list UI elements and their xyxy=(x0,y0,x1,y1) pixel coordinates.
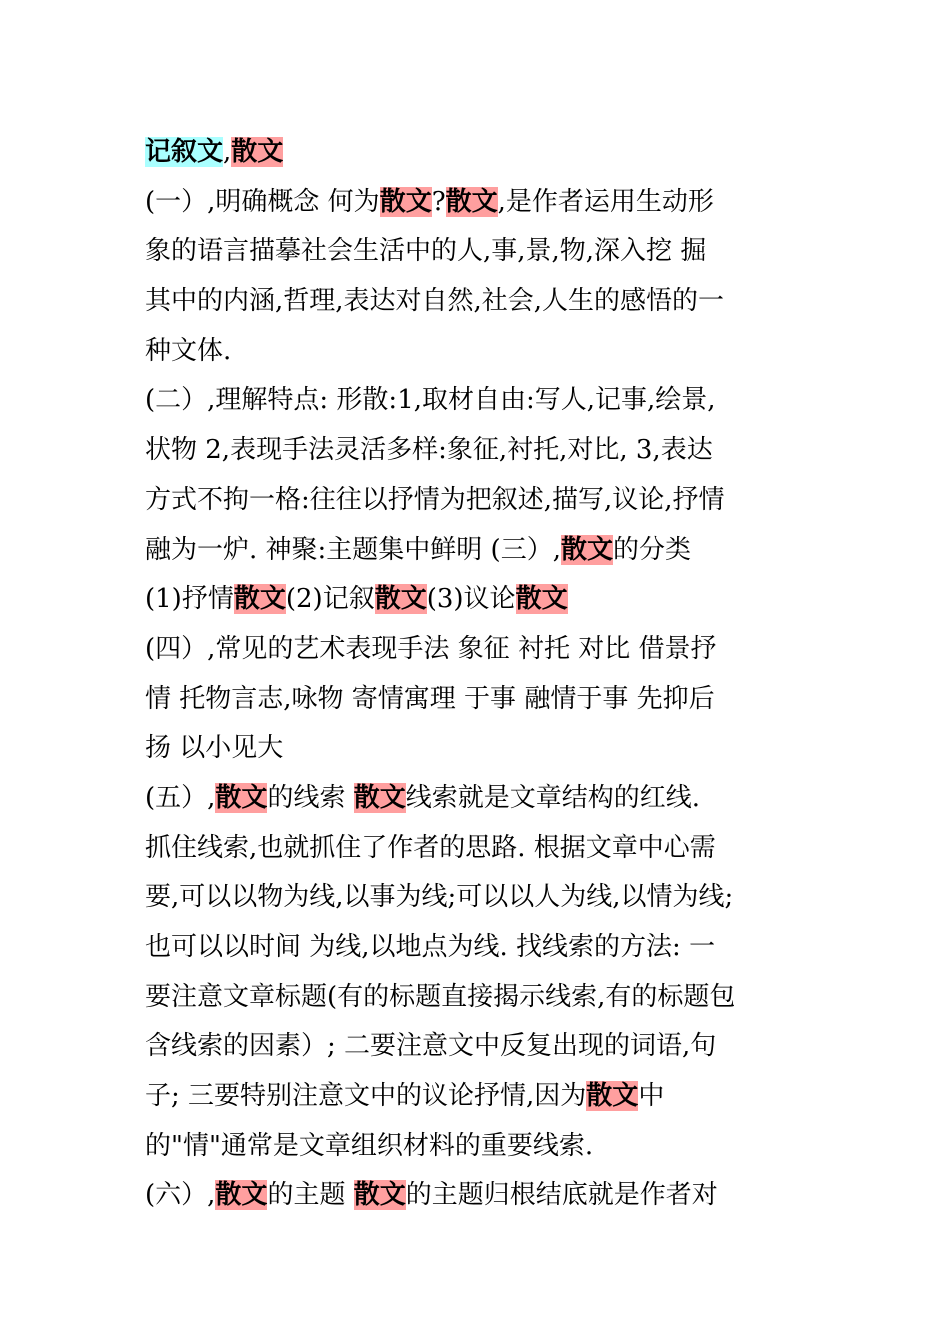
text-line xyxy=(145,277,813,327)
text-run: 含线索的因素）; 二要注意文中反复出现的词语,句 xyxy=(145,1031,717,1062)
text-run: ? xyxy=(431,186,446,217)
text-line xyxy=(145,774,813,824)
text-line xyxy=(145,1022,813,1072)
text-run: (六）, xyxy=(145,1180,216,1211)
highlighted-term: 散文 xyxy=(353,1180,406,1211)
highlighted-term: 散文 xyxy=(379,186,432,217)
text-run: 要注意文章标题(有的标题直接揭示线索,有的标题包 xyxy=(145,981,736,1012)
text-line xyxy=(145,724,813,774)
text-line xyxy=(145,376,813,426)
text-run: 的线索 xyxy=(267,782,354,813)
text-run: 方式不拘一格:往往以抒情为把叙述,描写,议论,抒情 xyxy=(145,484,725,515)
highlighted-term: 散文 xyxy=(445,186,498,217)
text-run: 扬 以小见大 xyxy=(145,733,284,764)
text-run: (1)抒情 xyxy=(145,584,234,615)
text-line xyxy=(145,1072,813,1122)
text-run: 要,可以以物为线,以事为线;可以以人为线,以情为线; xyxy=(145,882,734,913)
text-run: (四）,常见的艺术表现手法 象征 衬托 对比 借景抒 xyxy=(145,633,717,664)
text-line xyxy=(145,476,813,526)
text-run: 的主题归根结底就是作者对 xyxy=(405,1180,718,1211)
text-run: 象的语言描摹社会生活中的人,事,景,物,深入挖 掘 xyxy=(145,236,707,267)
text-run: 种文体. xyxy=(145,335,232,366)
highlighted-term: 散文 xyxy=(231,137,284,167)
text-line xyxy=(145,128,813,178)
text-line xyxy=(145,675,813,725)
highlighted-term: 散文 xyxy=(560,534,613,565)
text-run: (2)记叙 xyxy=(285,584,375,615)
highlighted-term: 散文 xyxy=(215,1180,268,1211)
text-line xyxy=(145,1122,813,1172)
text-run: (3)议论 xyxy=(426,584,516,615)
text-line xyxy=(145,327,813,377)
text-line xyxy=(145,178,813,228)
highlighted-term: 散文 xyxy=(374,584,427,615)
text-run: 状物 2,表现手法灵活多样:象征,衬托,对比, 3,表达 xyxy=(145,435,713,466)
text-run: 线索就是文章结构的红线. xyxy=(405,782,700,813)
text-run: 子; 三要特别注意文中的议论抒情,因为 xyxy=(145,1081,587,1112)
text-run: (一）,明确概念 何为 xyxy=(145,186,380,217)
highlighted-term: 散文 xyxy=(215,782,268,813)
text-line xyxy=(145,923,813,973)
text-line xyxy=(145,973,813,1023)
text-run: 抓住线索,也就抓住了作者的思路. 根据文章中心需 xyxy=(145,832,716,863)
text-line xyxy=(145,625,813,675)
text-run: (二）,理解特点: 形散:1,取材自由:写人,记事,绘景, xyxy=(145,385,716,416)
text-line xyxy=(145,575,813,625)
highlighted-term: 散文 xyxy=(353,782,406,813)
highlighted-term: 散文 xyxy=(515,584,568,615)
text-run: 融为一炉. 神聚:主题集中鲜明 (三）, xyxy=(145,534,561,565)
highlighted-term-cyan: 记叙文 xyxy=(145,137,224,167)
text-line xyxy=(145,227,813,277)
text-run: , xyxy=(223,137,232,167)
highlighted-term: 散文 xyxy=(233,584,286,615)
text-line xyxy=(145,426,813,476)
text-run: 其中的内涵,哲理,表达对自然,社会,人生的感悟的一 xyxy=(145,286,725,317)
text-line xyxy=(145,873,813,923)
text-run: 的"情"通常是文章组织材料的重要线索. xyxy=(145,1130,594,1161)
text-run: (五）, xyxy=(145,782,216,813)
text-line xyxy=(145,824,813,874)
text-line xyxy=(145,1171,813,1221)
document-body xyxy=(145,128,813,1221)
text-line xyxy=(145,526,813,576)
text-run: ,是作者运用生动形 xyxy=(497,186,714,217)
text-run: 也可以以时间 为线,以地点为线. 找线索的方法: 一 xyxy=(145,932,716,962)
highlighted-term: 散文 xyxy=(586,1081,639,1112)
text-run: 中 xyxy=(638,1081,665,1112)
text-run: 的分类 xyxy=(612,534,691,565)
text-run: 情 托物言志,咏物 寄情寓理 于事 融情于事 先抑后 xyxy=(145,683,715,714)
text-run: 的主题 xyxy=(267,1180,354,1211)
